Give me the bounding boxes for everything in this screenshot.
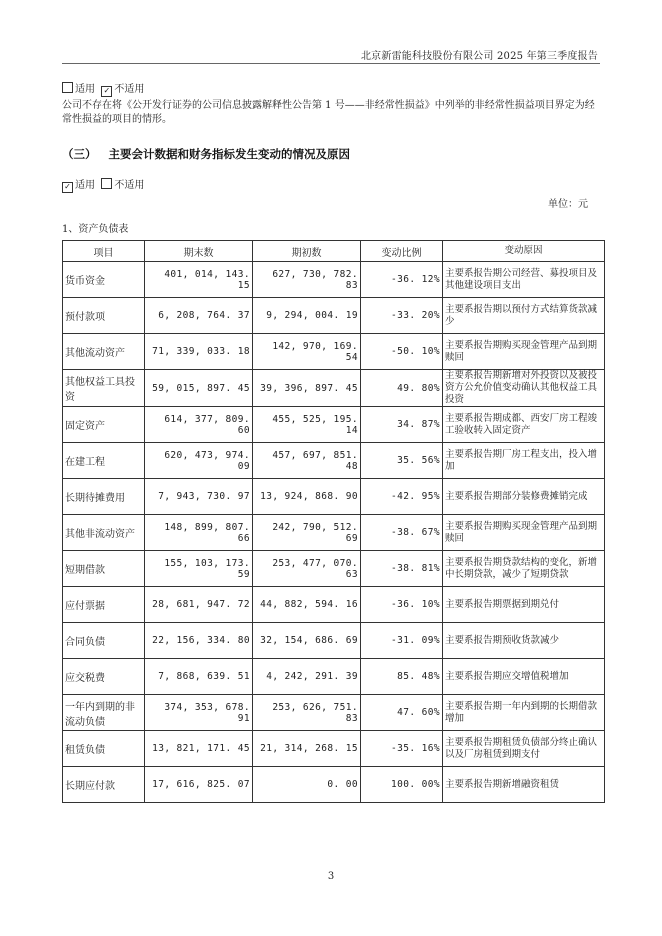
cell-reason: 主要系报告期公司经营、募投项目及其他建设项目支出 [443,262,605,298]
cell-item: 一年内到期的非流动负债 [63,695,145,731]
header-reason: 变动原因 [443,241,605,262]
table-row [63,587,605,623]
cell-reason: 主要系报告期应交增值税增加 [443,659,605,695]
table-row [63,731,605,767]
cell-end: 614, 377, 809. 60 [145,407,253,443]
section-title: 主要会计数据和财务指标发生变动的情况及原因 [108,147,351,161]
cell-reason: 主要系报告期新增对外投资以及被投资方公允价值变动确认其他权益工具投资 [443,370,605,407]
cell-end: 22, 156, 334. 80 [145,623,253,659]
cell-change: -50. 10% [361,334,443,370]
table-row [63,767,605,803]
not-applicable-label: 不适用 [114,180,145,191]
cell-item: 预付款项 [63,298,145,334]
table-header-row [63,241,605,262]
cell-item: 短期借款 [63,551,145,587]
cell-end: 6, 208, 764. 37 [145,298,253,334]
table-row [63,695,605,731]
cell-change: -31. 09% [361,623,443,659]
cell-item: 应交税费 [63,659,145,695]
page-header: 北京新雷能科技股份有限公司 2025 年第三季度报告 [360,51,598,62]
applicable-checkbox-checked[interactable]: ✓ [62,182,73,193]
page-number: 3 [327,871,335,882]
cell-reason: 主要系报告期预收货款减少 [443,623,605,659]
cell-change: 47. 60% [361,695,443,731]
not-applicable-checkbox-checked[interactable]: ✓ [101,86,112,97]
nonrecurring-statement: 公司不存在将《公开发行证券的公司信息披露解释性公告第 1 号——非经常性损益》中列举的非经常性损益项目界定为经常性损益的项目的情形。 [62,100,595,125]
table-row [63,551,605,587]
cell-change: -35. 16% [361,731,443,767]
section-options [62,176,144,193]
section-heading [62,146,350,162]
cell-begin: 253, 477, 070. 63 [253,551,361,587]
cell-reason: 主要系报告期租赁负债部分终止确认以及厂房租赁到期支付 [443,731,605,767]
cell-begin: 253, 626, 751. 83 [253,695,361,731]
cell-end: 401, 014, 143. 15 [145,262,253,298]
cell-reason: 主要系报告期票据到期兑付 [443,587,605,623]
nonrecurring-options [62,80,144,97]
cell-change: -36. 10% [361,587,443,623]
header-change: 变动比例 [361,241,443,262]
unit-label: 单位：元 [548,199,588,210]
cell-change: 35. 56% [361,443,443,479]
table-row [63,262,605,298]
cell-change: 49. 80% [361,370,443,407]
cell-end: 59, 015, 897. 45 [145,370,253,407]
cell-reason: 主要系报告期新增融资租赁 [443,767,605,803]
header-begin: 期初数 [253,241,361,262]
cell-end: 374, 353, 678. 91 [145,695,253,731]
cell-item: 应付票据 [63,587,145,623]
cell-reason: 主要系报告期贷款结构的变化，新增中长期贷款，减少了短期贷款 [443,551,605,587]
header-end: 期末数 [145,241,253,262]
table-row [63,443,605,479]
cell-begin: 457, 697, 851. 48 [253,443,361,479]
cell-begin: 32, 154, 686. 69 [253,623,361,659]
applicable-checkbox-unchecked[interactable] [62,82,73,93]
cell-item: 其他流动资产 [63,334,145,370]
cell-end: 620, 473, 974. 09 [145,443,253,479]
cell-reason: 主要系报告期购买现金管理产品到期赎回 [443,334,605,370]
cell-begin: 44, 882, 594. 16 [253,587,361,623]
cell-end: 7, 943, 730. 97 [145,479,253,515]
cell-change: -38. 67% [361,515,443,551]
cell-change: -38. 81% [361,551,443,587]
table-row [63,515,605,551]
cell-end: 28, 681, 947. 72 [145,587,253,623]
cell-change: 100. 00% [361,767,443,803]
cell-reason: 主要系报告期一年内到期的长期借款增加 [443,695,605,731]
cell-reason: 主要系报告期厂房工程支出，投入增加 [443,443,605,479]
cell-end: 7, 868, 639. 51 [145,659,253,695]
not-applicable-checkbox-unchecked[interactable] [101,178,112,189]
cell-begin: 627, 730, 782. 83 [253,262,361,298]
table-row [63,659,605,695]
cell-change: -42. 95% [361,479,443,515]
applicable-label: 适用 [75,180,95,191]
not-applicable-label: 不适用 [114,84,145,95]
table-row [63,370,605,407]
applicable-label: 适用 [75,84,95,95]
cell-item: 租赁负债 [63,731,145,767]
cell-begin: 142, 970, 169. 54 [253,334,361,370]
cell-change: 34. 87% [361,407,443,443]
cell-begin: 0. 00 [253,767,361,803]
cell-end: 155, 103, 173. 59 [145,551,253,587]
header-item: 项目 [63,241,145,262]
cell-item: 其他权益工具投资 [63,370,145,407]
cell-reason: 主要系报告期购买现金管理产品到期赎回 [443,515,605,551]
table-row [63,623,605,659]
cell-change: -36. 12% [361,262,443,298]
cell-begin: 13, 924, 868. 90 [253,479,361,515]
cell-end: 148, 899, 807. 66 [145,515,253,551]
cell-end: 17, 616, 825. 07 [145,767,253,803]
section-number: （三） [62,147,97,161]
cell-item: 长期应付款 [63,767,145,803]
cell-change: 85. 48% [361,659,443,695]
cell-reason: 主要系报告期成都、西安厂房工程竣工验收转入固定资产 [443,407,605,443]
cell-item: 长期待摊费用 [63,479,145,515]
cell-reason: 主要系报告期以预付方式结算货款减少 [443,298,605,334]
balance-sheet-table [62,240,605,803]
cell-begin: 9, 294, 004. 19 [253,298,361,334]
cell-begin: 4, 242, 291. 39 [253,659,361,695]
table-row [63,479,605,515]
cell-item: 其他非流动资产 [63,515,145,551]
cell-begin: 39, 396, 897. 45 [253,370,361,407]
header-divider [62,63,600,64]
table-row [63,334,605,370]
cell-item: 固定资产 [63,407,145,443]
cell-item: 货币资金 [63,262,145,298]
cell-begin: 242, 790, 512. 69 [253,515,361,551]
table-row [63,298,605,334]
cell-begin: 21, 314, 268. 15 [253,731,361,767]
cell-reason: 主要系报告期部分装修费摊销完成 [443,479,605,515]
cell-end: 13, 821, 171. 45 [145,731,253,767]
cell-change: -33. 20% [361,298,443,334]
cell-end: 71, 339, 033. 18 [145,334,253,370]
table-row [63,407,605,443]
cell-item: 合同负债 [63,623,145,659]
table-title: 1、资产负债表 [62,224,129,235]
table-body [63,262,605,803]
cell-item: 在建工程 [63,443,145,479]
cell-begin: 455, 525, 195. 14 [253,407,361,443]
